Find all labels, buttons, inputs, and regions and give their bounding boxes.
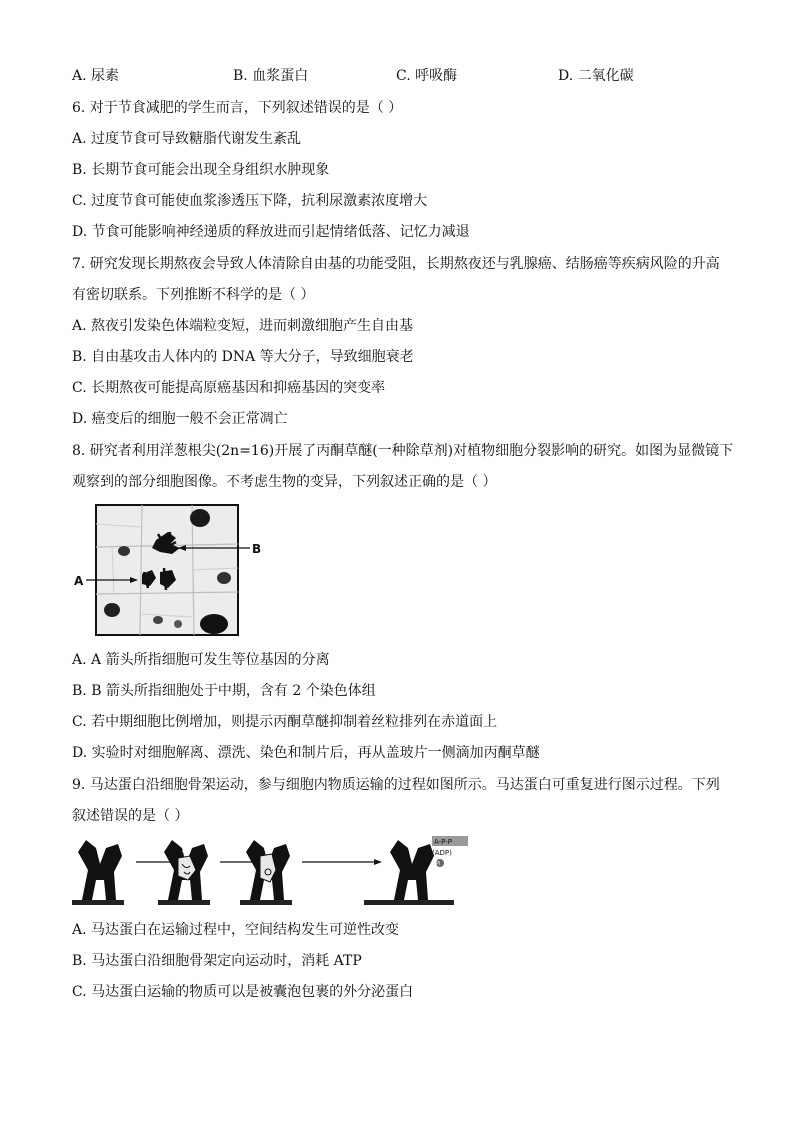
micrograph-svg [72, 502, 272, 638]
q5-option-b: B. 血浆蛋白 [233, 68, 309, 84]
q6-stem: 6. 对于节食减肥的学生而言，下列叙述错误的是（ ） [72, 100, 403, 116]
motor-protein-svg [72, 834, 472, 910]
q7-option-d: D. 癌变后的细胞一般不会正常凋亡 [72, 411, 288, 427]
atp-label: A [182, 845, 188, 854]
q5-option-d: D. 二氧化碳 [558, 68, 634, 84]
q6-option-d: D. 节食可能影响神经递质的释放进而引起情绪低落、记忆力减退 [72, 224, 470, 240]
q7-option-a: A. 熬夜引发染色体端粒变短，进而刺激细胞产生自由基 [72, 318, 414, 334]
q8-option-a: A. A 箭头所指细胞可发生等位基因的分离 [72, 652, 330, 668]
label-a: A [74, 574, 84, 588]
cytoskeleton-track [158, 900, 210, 905]
q8-stem-line1: 8. 研究者利用洋葱根尖(2n=16)开展了丙酮草醚(一种除草剂)对植物细胞分裂影响的研究。如图为显微镜下 [72, 443, 734, 459]
micrograph-figure [72, 502, 272, 638]
q6-option-b: B. 长期节食可能会出现全身组织水肿现象 [72, 162, 330, 178]
q8-option-b: B. B 箭头所指细胞处于中期，含有 2 个染色体组 [72, 683, 376, 699]
motor-protein-figure [72, 834, 472, 910]
q7-option-c: C. 长期熬夜可能提高原癌基因和抑癌基因的突变率 [72, 380, 386, 396]
nucleus [118, 546, 130, 556]
nucleus [104, 603, 120, 617]
atp-label: A [264, 843, 270, 852]
q6-option-a: A. 过度节食可导致糖脂代谢发生紊乱 [72, 131, 302, 147]
q5-option-a: A. 尿素 [72, 68, 120, 84]
cytoskeleton-track [72, 900, 124, 905]
q8-option-d: D. 实验时对细胞解离、漂洗、染色和制片后，再从盖玻片一侧滴加丙酮草醚 [72, 745, 540, 761]
q5-option-c: C. 呼吸酶 [396, 68, 458, 84]
cytoskeleton-track [240, 900, 292, 905]
q7-stem-line2: 有密切联系。下列推断不科学的是（ ） [72, 287, 315, 303]
q9-stem-line1: 9. 马达蛋白沿细胞骨架运动，参与细胞内物质运输的过程如图所示。马达蛋白可重复进行图示过程。下列 [72, 777, 720, 793]
motor-protein [78, 840, 122, 900]
adp-label: (ADP) [432, 849, 452, 857]
cytoskeleton-track [364, 900, 454, 905]
q9-option-c: C. 马达蛋白运输的物质可以是被囊泡包裹的外分泌蛋白 [72, 984, 414, 1000]
pi-label: Pi [436, 861, 441, 867]
q9-option-a: A. 马达蛋白在运输过程中，空间结构发生可逆性改变 [72, 922, 400, 938]
nucleus [190, 509, 210, 527]
q9-stem-line2: 叙述错误的是（ ） [72, 808, 189, 824]
q6-option-c: C. 过度节食可能使血浆渗透压下降，抗利尿激素浓度增大 [72, 193, 428, 209]
motor-protein [390, 840, 434, 900]
nucleus [200, 614, 228, 634]
q8-stem-line2: 观察到的部分细胞图像。不考虑生物的变异，下列叙述正确的是（ ） [72, 474, 497, 490]
q9-option-b: B. 马达蛋白沿细胞骨架定向运动时，消耗 ATP [72, 953, 362, 969]
q7-option-b: B. 自由基攻击人体内的 DNA 等大分子，导致细胞衰老 [72, 349, 414, 365]
atp-product-label: A-P-P [434, 838, 452, 846]
label-b: B [252, 542, 262, 556]
step-arrow [374, 859, 382, 865]
q7-stem-line1: 7. 研究发现长期熬夜会导致人体清除自由基的功能受阻，长期熬夜还与乳腺癌、结肠癌等疾病风险的升高 [72, 256, 720, 272]
nucleus [217, 572, 231, 584]
q8-option-c: C. 若中期细胞比例增加，则提示丙酮草醚抑制着丝粒排列在赤道面上 [72, 714, 498, 730]
